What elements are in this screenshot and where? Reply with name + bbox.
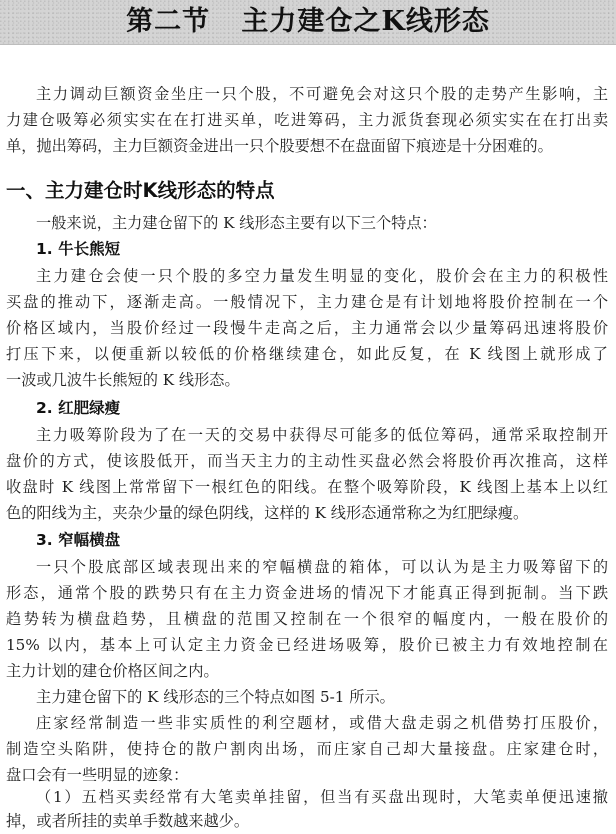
text-line: 一波或几波牛长熊短的 K 线形态。	[6, 371, 240, 389]
text-line: 盘价的方式，使该股低开，而当天主力的主动性买盘必然会将股价再次推高，这样	[6, 452, 608, 470]
text-line: 主力建仓会使一只个股的多空力量发生明显的变化，股价会在主力的积极性	[36, 267, 608, 285]
text-line: 掉，或者所挂的卖单手数越来越少。	[6, 812, 249, 830]
text-line: 趋势转为横盘趋势，且横盘的范围又控制在一个很窄的幅度内，一般在股价的	[6, 610, 608, 628]
text-line: 形态，通常个股的跌势只有在主力资金进场的情况下才能真正得到扼制。当下跌	[6, 584, 608, 602]
text-line: 主力调动巨额资金坐庄一只个股，不可避免会对这只个股的走势产生影响，主	[36, 85, 608, 103]
point-heading-3: 3. 窄幅横盘	[36, 531, 121, 549]
text-line: 价格区域内，当股价经过一段慢牛走高之后，主力通常会以少量筹码迅速将股价	[6, 319, 608, 337]
text-line: 一般来说，主力建仓留下的 K 线形态主要有以下三个特点：	[36, 214, 437, 232]
section-heading: 一、主力建仓时K线形态的特点	[6, 179, 275, 202]
text-line: 15% 以内，基本上可认定主力资金已经进场吸筹，股价已被主力有效地控制在	[6, 636, 608, 654]
text-line: 一只个股底部区域表现出来的窄幅横盘的箱体，可以认为是主力吸筹留下的	[36, 558, 608, 576]
text-line: 力建仓吸筹必须实实在在打进买单，吃进筹码，主力派货套现必须实实在在打出卖	[6, 111, 608, 129]
text-line: 制造空头陷阱，使持仓的散户割肉出场，而庄家自己却大量接盘。庄家建仓时，	[6, 740, 608, 758]
point-heading-2: 2. 红肥绿瘦	[36, 399, 121, 417]
text-line: 色的阳线为主，夹杂少量的绿色阴线，这样的 K 线形态通常称之为红肥绿瘦。	[6, 504, 529, 522]
text-line: 主力计划的建仓价格区间之内。	[6, 662, 219, 680]
text-line: 收盘时 K 线图上常常留下一根红色的阳线。在整个吸筹阶段，K 线图上基本上以红	[6, 478, 608, 496]
text-line: 打压下来，以便重新以较低的价格继续建仓，如此反复，在 K 线图上就形成了	[6, 345, 608, 363]
text-line: 主力建仓留下的 K 线形态的三个特点如图 5-1 所示。	[36, 688, 395, 706]
text-line: 盘口会有一些明显的迹象：	[6, 766, 189, 784]
text-line: 主力吸筹阶段为了在一天的交易中获得尽可能多的低位筹码，通常采取控制开	[36, 426, 608, 444]
text-line: 单，抛出筹码，主力巨额资金进出一只个股要想不在盘面留下痕迹是十分困难的。	[6, 137, 553, 155]
text-line: 庄家经常制造一些非实质性的利空题材，或借大盘走弱之机借势打压股价，	[36, 714, 608, 732]
text-line: 买盘的推动下，逐渐走高。一般情况下，主力建仓是有计划地将股价控制在一个	[6, 293, 608, 311]
section-title: 第二节 主力建仓之K线形态	[126, 6, 490, 37]
point-heading-1: 1. 牛长熊短	[36, 240, 121, 258]
text-line: （1）五档买卖经常有大笔卖单挂留，但当有买盘出现时，大笔卖单便迅速撤	[36, 788, 608, 806]
